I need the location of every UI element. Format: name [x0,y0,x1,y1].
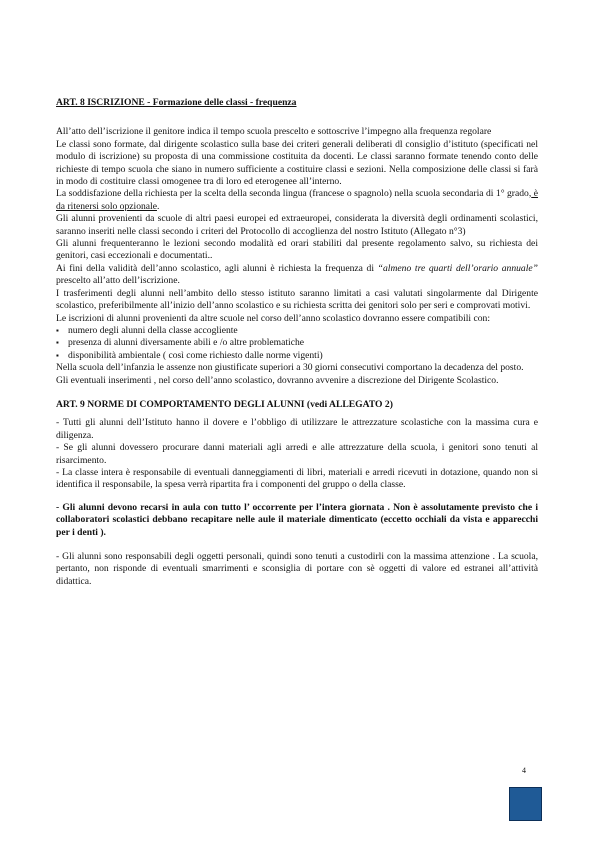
art8-paragraph-5: Gli alunni frequenteranno le lezioni secondo modalità ed orari stabiliti dal presente regolamento salvo, su richiesta dei genitori, casi eccezionali e documentati.. [56,238,538,262]
art8-paragraph-6-text: Ai fini della validità dell’anno scolastico, agli alunni è richiesta la frequenza di [56,262,378,274]
art8-paragraph-6 [56,263,538,288]
art8-title: ART. 8 ISCRIZIONE - Formazione delle classi - frequenza [56,97,297,108]
art8-paragraph-1: All’atto dell’iscrizione il genitore indica il tempo scuola prescelto e sottoscrive l’impegno alla frequenza regolare [56,126,492,138]
art9-item-4: - Gli alunni devono recarsi in aula con tutto l’ occorrente per l’intera giornata . Non è assolutamente previsto che i collaboratori scolastici debbano recapitare nelle aule il materiale dimenticato (eccetto occhiali da vista e apparecchi per i denti ). [56,501,538,538]
art9-item-5: - Gli alunni sono responsabili degli oggetti personali, quindi sono tenuti a custodirli con la massima attenzione . La scuola, pertanto, non risponde di eventuali smarrimenti e sconsiglia di portare con sè oggetti di valore ed estranei all’attività didattica. [56,551,538,587]
list-item: ▪ disponibilità ambientale ( così come richiesto dalle norme vigenti) [56,350,538,362]
art8-paragraph-8: Le iscrizioni di alunni provenienti da altre scuole nel corso dell’anno scolastico dovranno essere compatibili con: [56,312,490,324]
art8-paragraph-10: Gli eventuali inserimenti , nel corso dell’anno scolastico, dovranno avvenire a discrezione del Dirigente Scolastico. [56,374,499,386]
list-item: ▪ presenza di alunni diversamente abili e /o altre problematiche [56,337,538,349]
art8-paragraph-4: Gli alunni provenienti da scuole di altri paesi europei ed extraeuropei, considerata la diversità degli ordinamenti scolastici, saranno inseriti nelle classi secondo i criteri del Protocollo di accoglienza del nostro Istituto (Allegato n°3) [56,213,538,237]
art8-paragraph-2: Le classi sono formate, dal dirigente scolastico sulla base dei criteri generali deliberati dl consiglio d’istituto (specificati nel modulo di iscrizione) su proposta di una commissione costituita da docenti. Le classi saranno formate tenendo conto delle richieste di tempo scuola che siano in numero sufficiente a costituire classi e sezioni. Nella composizione delle classi si farà in modo di costituire classi omogenee tra di loro ed eterogenee all’interno. [56,138,538,188]
art9-item-3: - La classe intera è responsabile di eventuali danneggiamenti di libri, materiali e arredi ricevuti in dotazione, quando non si identifica il responsabile, la spesa verrà ripartita fra i componenti del gruppo o della classe. [56,466,538,491]
art8-paragraph-6-end: prescelto all’atto dell’iscrizione. [56,275,180,287]
art8-bullet-list [56,325,538,362]
art8-paragraph-3-optional: è da ritenersi solo opzionale [56,188,538,212]
page-content [56,97,538,588]
page-number: 4 [522,766,526,775]
art8-paragraph-3-text: La soddisfazione della richiesta per la scelta della seconda lingua (francese o spagnolo) nella scuola secondaria di 1° grado, [56,188,532,200]
art9-title: ART. 9 NORME DI COMPORTAMENTO DEGLI ALUNNI (vedi ALLEGATO 2) [56,398,393,410]
art8-paragraph-6-quote: “almeno tre quarti dell’orario annuale” [377,262,538,274]
page-corner-box [509,787,542,821]
art9-item-1: - Tutti gli alunni dell’Istituto hanno il dovere e l’obbligo di utilizzare le attrezzature scolastiche con la massima cura e diligenza. [56,417,538,441]
art9-item-2: - Se gli alunni dovessero procurare danni materiali agli arredi e alle attrezzature della scuola, i genitori sono tenuti al risarcimento. [56,442,538,466]
art8-paragraph-3-end: . [156,200,160,212]
art8-paragraph-3 [56,188,538,213]
art8-paragraph-7: I trasferimenti degli alunni nell’ambito dello stesso istituto saranno limitati a casi valutati singolarmente dal Dirigente scolastico, preferibilmente all’inizio dell’anno scolastico e su richiesta scritta dei genitori solo per seri e comprovati motivi. [56,287,538,312]
art8-paragraph-9: Nella scuola dell’infanzia le assenze non giustificate superiori a 30 giorni consecutivi comportano la decadenza del posto. [56,362,524,374]
list-item: ▪ numero degli alunni della classe accogliente [56,325,538,337]
